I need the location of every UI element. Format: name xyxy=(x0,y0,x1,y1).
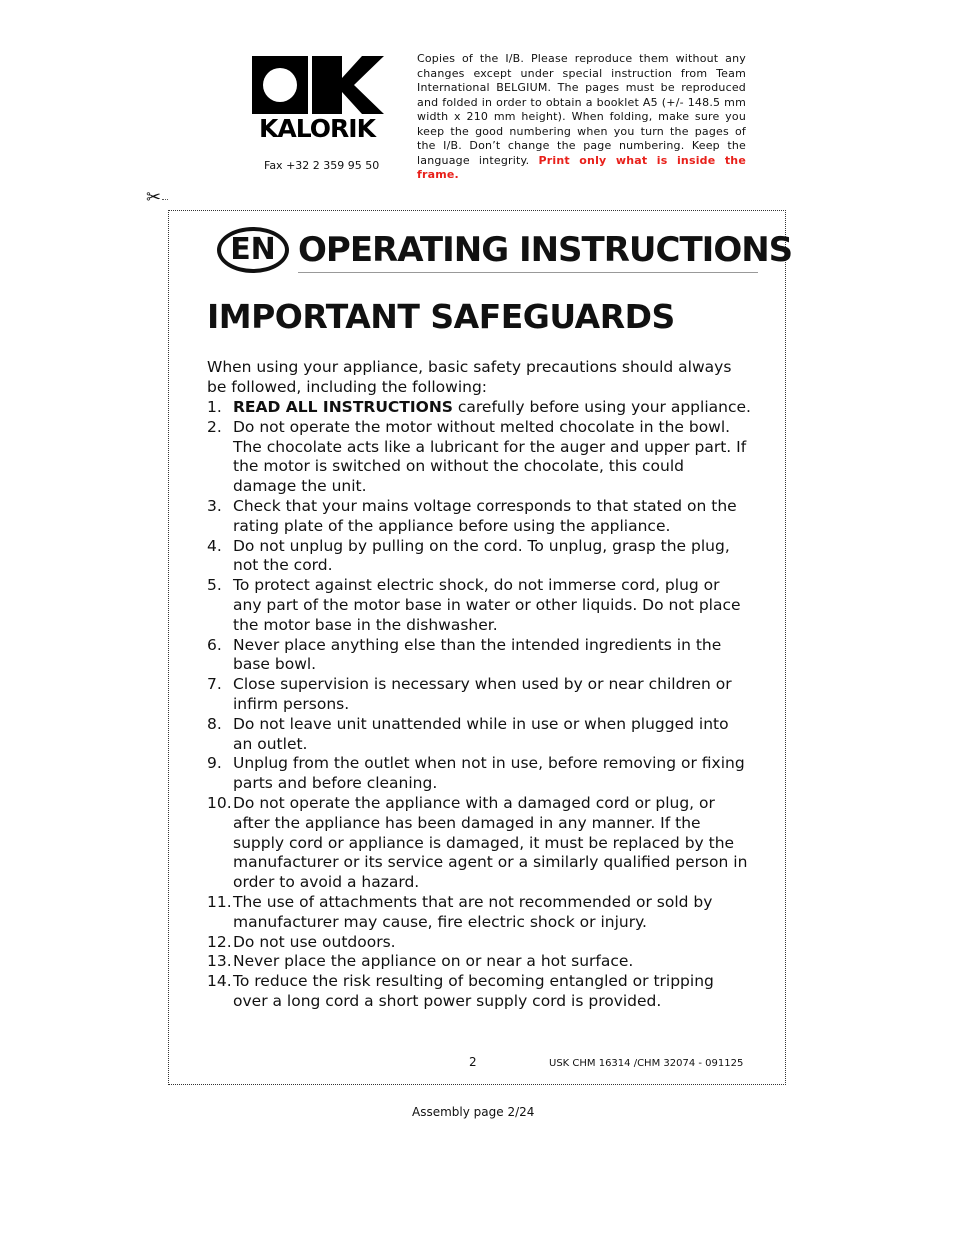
item-text: Close supervision is necessary when used by or near children or infirm persons. xyxy=(233,675,732,713)
item-number: 12. xyxy=(207,932,232,951)
item-number: 2. xyxy=(207,417,222,436)
item-text: To protect against electric shock, do not immerse cord, plug or any part of the motor base in water or other liquids. Do not place the motor base in the dishwasher. xyxy=(233,576,741,634)
list-item xyxy=(207,537,752,577)
item-text: The use of attachments that are not recommended or sold by manufacturer may cause, fire electric shock or injury. xyxy=(233,892,713,931)
list-item xyxy=(207,972,752,1012)
banner-rule xyxy=(298,272,758,273)
document-code: USK CHM 16314 /CHM 32074 - 091125 xyxy=(549,1058,744,1069)
item-number: 11. xyxy=(207,892,232,911)
list-item xyxy=(207,418,752,497)
list-item xyxy=(207,715,752,755)
assembly-page: Assembly page 2/24 xyxy=(412,1105,535,1119)
item-text: To reduce the risk resulting of becoming entangled or tripping over a long cord a short power supply cord is provided. xyxy=(233,972,714,1010)
item-number: 6. xyxy=(207,635,222,654)
intro-paragraph: When using your appliance, basic safety precautions should always be followed, including the following: xyxy=(207,358,732,396)
item-text: Never place the appliance on or near a hot surface. xyxy=(233,952,634,971)
fax-number: Fax +32 2 359 95 50 xyxy=(264,159,380,172)
cut-line xyxy=(162,199,168,200)
item-text: Do not operate the appliance with a damaged cord or plug, or after the appliance has been damaged in any manner. If the supply cord or appliance is damaged, it must be replaced by the manufacturer or its service agent or a similarly qualified person in order to avoid a hazard. xyxy=(233,793,748,892)
list-item xyxy=(207,576,752,635)
item-text: Do not use outdoors. xyxy=(233,932,396,951)
item-number: 10. xyxy=(207,793,232,812)
item-number: 1. xyxy=(207,398,222,416)
list-item xyxy=(207,497,752,537)
list-item xyxy=(207,794,752,893)
kalorik-logo xyxy=(250,54,384,142)
item-text: Never place anything else than the intended ingredients in the base bowl. xyxy=(233,635,722,674)
item-text: Check that your mains voltage corresponds to that stated on the rating plate of the appliance before using the appliance. xyxy=(233,496,737,535)
notice-text: Copies of the I/B. Please reproduce them without any changes except under special instruction from Team International BELGIUM. The pages must be reproduced and folded in order to obtain a booklet A5 (+/- 148.5 mm width x 210 mm height). When folding, make sure you keep the good numbering when you turn the pages of the I/B. Don’t change the page numbering. Keep the language integrity. xyxy=(417,52,746,167)
scissors-icon: ✂ xyxy=(146,187,162,208)
item-number: 3. xyxy=(207,496,222,515)
item-number: 13. xyxy=(207,952,232,971)
reproduction-notice xyxy=(417,52,746,183)
banner-title: OPERATING INSTRUCTIONS xyxy=(298,230,793,270)
list-item xyxy=(207,754,752,794)
page-title: IMPORTANT SAFEGUARDS xyxy=(207,297,675,336)
item-number: 7. xyxy=(207,675,222,694)
list-item xyxy=(207,636,752,676)
item-number: 5. xyxy=(207,576,222,595)
item-number: 9. xyxy=(207,754,222,773)
list-item xyxy=(207,893,752,933)
kalorik-logo-mark xyxy=(250,54,384,116)
logo-wordmark: KALORIK xyxy=(259,114,375,143)
item-text: Unplug from the outlet when not in use, before removing or fixing parts and before cleaning. xyxy=(233,754,745,793)
item-text: Do not operate the motor without melted chocolate in the bowl. The chocolate acts like a lubricant for the auger and upper part. If the motor is switched on without the chocolate, this could damage the unit. xyxy=(233,417,747,496)
item-text: carefully before using your appliance. xyxy=(452,398,751,416)
item-bold-text: READ ALL INSTRUCTIONS xyxy=(233,398,453,416)
list-item xyxy=(207,933,752,953)
item-number: 8. xyxy=(207,714,222,733)
list-item xyxy=(207,398,752,418)
item-number: 14. xyxy=(207,972,232,991)
language-badge: EN xyxy=(217,227,289,273)
item-text: Do not unplug by pulling on the cord. To unplug, grasp the plug, not the cord. xyxy=(233,536,730,575)
list-item xyxy=(207,675,752,715)
safeguards-list xyxy=(207,398,752,1012)
item-number: 4. xyxy=(207,536,222,555)
notice-emphasis: Print only what is inside the frame. xyxy=(417,153,747,181)
list-item xyxy=(207,952,752,972)
item-text: Do not leave unit unattended while in use or when plugged into an outlet. xyxy=(233,714,729,753)
page-number: 2 xyxy=(469,1055,477,1069)
